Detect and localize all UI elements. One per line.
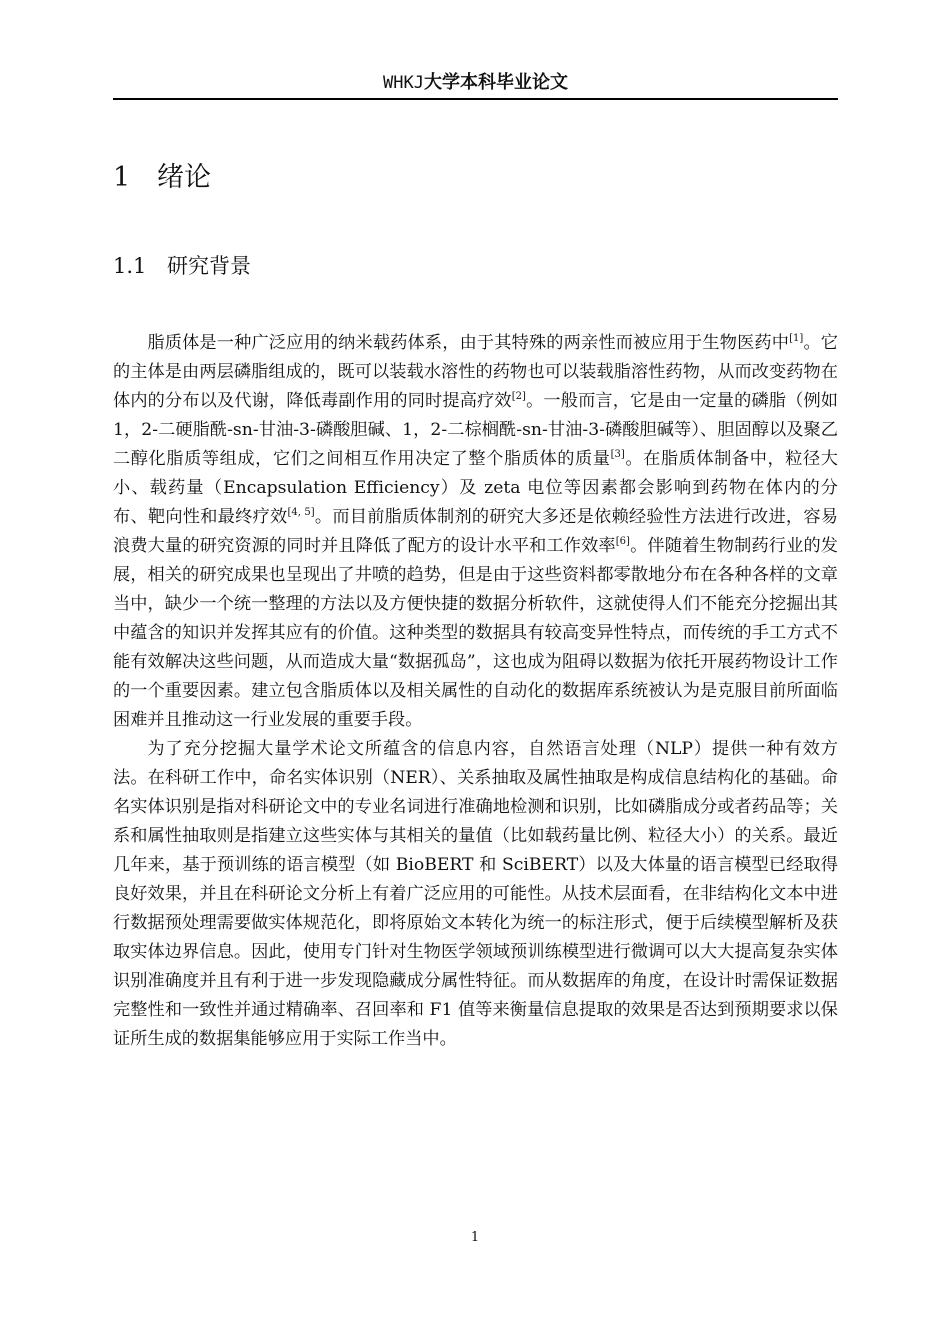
- body-text: [113, 329, 838, 1054]
- chapter-title: 绪论: [157, 162, 211, 193]
- citation: [2]: [511, 391, 526, 402]
- chapter-heading: [113, 158, 211, 198]
- citation: [3]: [610, 449, 625, 460]
- page-number: 1: [470, 1230, 480, 1245]
- text-run: 脂质体是一种广泛应用的纳米载药体系，由于其特殊的两亲性而被应用于生物医药中: [147, 333, 790, 353]
- citation: [4, 5]: [287, 507, 315, 518]
- text-run: 。伴随着生物制药行业的发展，相关的研究成果也呈现出了井喷的趋势，但是由于这些资料都零散地分布在各种各样的文章当中，缺少一个统一整理的方法以及方便快捷的数据分析软件，这就使得人们不能充分挖掘出其中蕴含的知识并发挥其应有的价值。这种类型的数据具有较高变异性特点，而传统的手工方式不能有效解决这些问题，从而造成大量“数据孤岛”，这也成为阻碍以数据为依托开展药物设计工作的一个重要因素。建立包含脂质体以及相关属性的自动化的数据库系统被认为是克服目前所面临困难并且推动这一行业发展的重要手段。: [113, 536, 838, 730]
- text-run: 。在脂质体制备中，粒径大小、载药量（Encapsulation Efficiency）及 zeta 电位等因素都会影响到药物在体内的分布、靶向性和最终疗效: [113, 449, 838, 527]
- text-run: 。一般而言，它是由一定量的磷脂（例如 1，2-二硬脂酰-sn-甘油-3-磷酸胆碱、1，2-二棕榈酰-sn-甘油-3-磷酸胆碱等）、胆固醇以及聚乙二醇化脂质等组成，它们之间相互作用决定了整个脂质体的质量: [113, 391, 838, 469]
- citation: [6]: [615, 536, 630, 547]
- paragraph: [113, 735, 838, 1054]
- text-run: 为了充分挖掘大量学术论文所蕴含的信息内容，自然语言处理（NLP）提供一种有效方法。在科研工作中，命名实体识别（NER）、关系抽取及属性抽取是构成信息结构化的基础。命名实体识别是指对科研论文中的专业名词进行准确地检测和识别，比如磷脂成分或者药品等；关系和属性抽取则是指建立这些实体与其相关的量值（比如载药量比例、粒径大小）的关系。最近几年来，基于预训练的语言模型（如 BioBERT 和 SciBERT）以及大体量的语言模型已经取得良好效果，并且在科研论文分析上有着广泛应用的可能性。从技术层面看，在非结构化文本中进行数据预处理需要做实体规范化，即将原始文本转化为统一的标注形式，便于后续模型解析及获取实体边界信息。因此，使用专门针对生物医学领域预训练模型进行微调可以大大提高复杂实体识别准确度并且有利于进一步发现隐藏成分属性特征。而从数据库的角度，在设计时需保证数据完整性和一致性并通过精确率、召回率和 F1 值等来衡量信息提取的效果是否达到预期要求以保证所生成的数据集能够应用于实际工作当中。: [113, 739, 838, 1049]
- text-run: 。而目前脂质体制剂的研究大多还是依赖经验性方法进行改进，容易浪费大量的研究资源的同时并且降低了配方的设计水平和工作效率: [113, 507, 838, 556]
- paragraph: [113, 329, 838, 735]
- section-title: 研究背景: [167, 254, 251, 278]
- running-header: [113, 70, 838, 96]
- section-number: 1.1: [113, 254, 147, 278]
- chapter-number: 1: [113, 162, 131, 193]
- text-run: 。它的主体是由两层磷脂组成的，既可以装载水溶性的药物也可以装载脂溶性药物，从而改变药物在体内的分布以及代谢，降低毒副作用的同时提高疗效: [113, 333, 838, 411]
- header-title: 大学本科毕业论文: [423, 72, 568, 93]
- section-heading: [113, 249, 251, 283]
- citation: [1]: [789, 333, 804, 344]
- header-prefix: WHKJ: [383, 73, 424, 93]
- header-rule: [113, 98, 838, 100]
